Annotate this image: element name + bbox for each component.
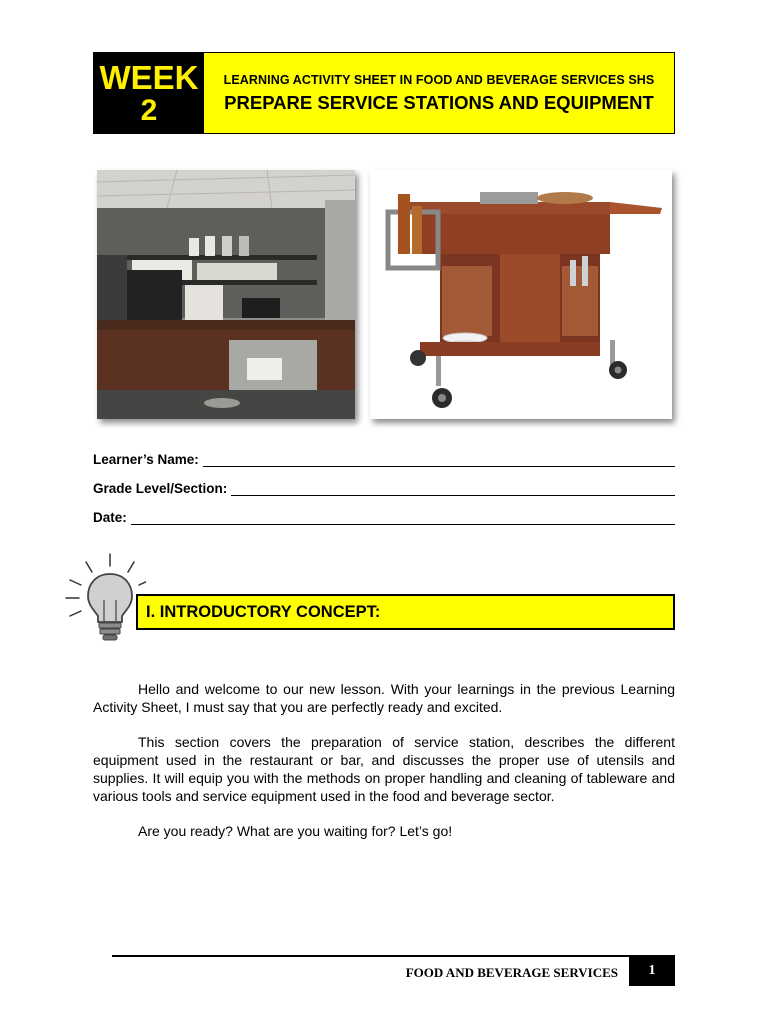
title-box — [204, 53, 674, 133]
header-banner — [93, 52, 675, 134]
footer-subject: FOOD AND BEVERAGE SERVICES — [405, 965, 618, 980]
learner-name-line — [93, 452, 675, 467]
sheet-subtitle: LEARNING ACTIVITY SHEET IN FOOD AND BEVERAGE SERVICES SHS — [223, 72, 655, 87]
learner-name-field[interactable] — [203, 452, 675, 467]
lightbulb-icon — [64, 552, 146, 644]
grade-section-field[interactable] — [231, 481, 675, 496]
grade-section-line — [93, 481, 675, 496]
service-station-photo — [97, 170, 355, 419]
date-field[interactable] — [131, 510, 675, 525]
learner-name-label: Learner’s Name: — [93, 452, 199, 467]
date-label: Date: — [93, 510, 127, 525]
section-title: I. INTRODUCTORY CONCEPT: — [146, 602, 381, 621]
date-line — [93, 510, 675, 525]
week-badge — [94, 53, 204, 133]
page-number: 1 — [629, 956, 675, 986]
intro-paragraph-1: Hello and welcome to our new lesson. With your learnings in the previous Learning Activity Sheet, I must say that you are perfectly ready and excited. — [93, 681, 675, 715]
intro-paragraph-3: Are you ready? What are you waiting for? Let’s go! — [138, 823, 453, 839]
flambe-trolley-photo — [370, 170, 672, 419]
section-heading-bar — [136, 594, 675, 630]
grade-section-label: Grade Level/Section: — [93, 481, 228, 496]
sheet-title: PREPARE SERVICE STATIONS AND EQUIPMENT — [224, 91, 654, 113]
week-number: 2 — [140, 93, 158, 127]
intro-paragraph-2: This section covers the preparation of service station, describes the different equipment used in the restaurant or bar, and discusses the proper use of utensils and supplies. It will equip you with the methods on proper handling and cleaning of tableware and various tools and service equipment used in the food and beverage sector. — [93, 734, 675, 804]
footer-divider — [112, 955, 675, 957]
week-label: WEEK — [99, 58, 199, 96]
